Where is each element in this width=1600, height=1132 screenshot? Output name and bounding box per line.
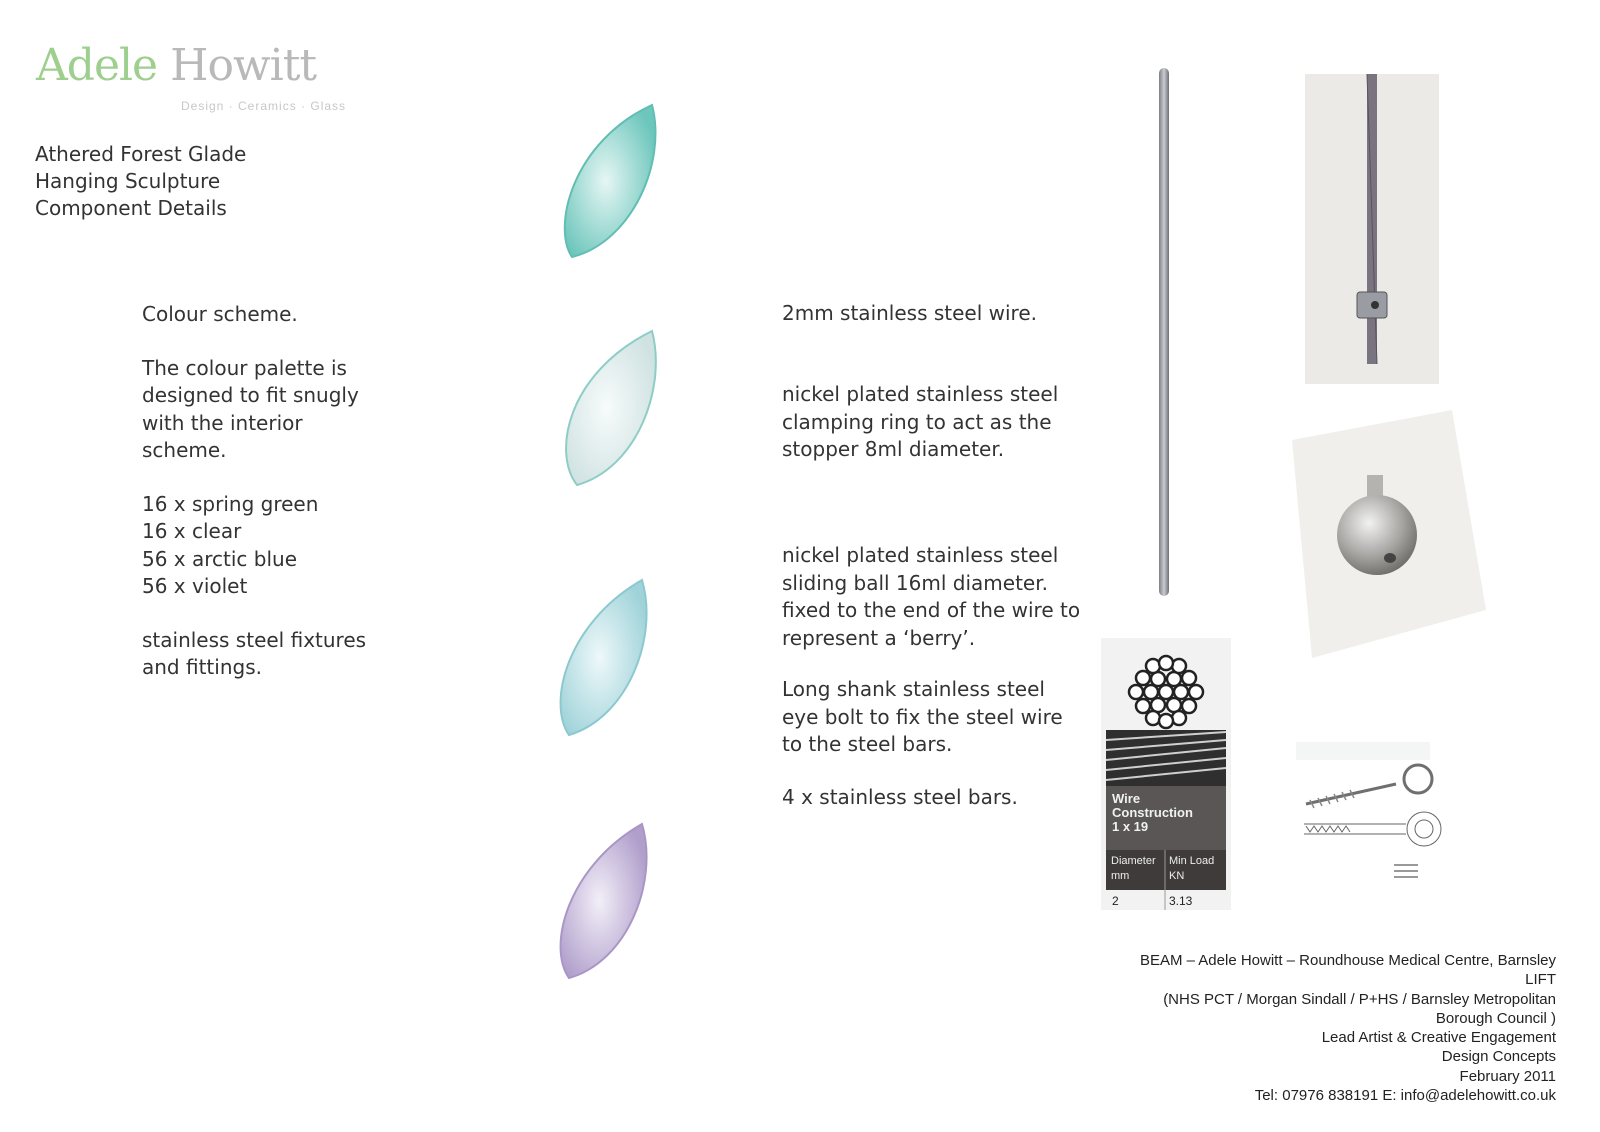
wire-construction-title: Wire Construction 1 x 19 (1112, 791, 1193, 834)
company-logo (36, 40, 317, 91)
title-line: Athered Forest Glade (35, 142, 247, 166)
diameter-value: 2 (1112, 894, 1119, 908)
list-item: 56 x violet (142, 574, 248, 598)
diameter-header: Diameter mm (1111, 855, 1156, 882)
ball-description: nickel plated stainless steel sliding ball 16ml diameter. fixed to the end of the wire to represent a ‘berry’. (782, 543, 1081, 650)
logo-first-name: Adele (36, 40, 158, 91)
title-line: Hanging Sculpture (35, 169, 221, 193)
arctic-blue-leaf-icon (547, 578, 667, 738)
clamping-ring-image (1305, 74, 1439, 384)
wire-construction-card (1101, 638, 1231, 910)
colour-scheme-heading: Colour scheme. (142, 302, 298, 326)
colour-counts-list (142, 491, 366, 601)
list-item: 56 x arctic blue (142, 546, 298, 571)
title-line: Component Details (35, 196, 227, 220)
logo-tagline: Design · Ceramics · Glass (181, 99, 347, 113)
steel-wire-image (1156, 68, 1172, 596)
spring-green-leaf-icon (552, 102, 672, 262)
min-load-value: 3.13 (1169, 894, 1193, 908)
fixtures-note: stainless steel fixtures and fittings. (142, 627, 367, 679)
violet-leaf-icon (547, 822, 667, 982)
footer-credits: BEAM – Adele Howitt – Roundhouse Medical Centre, Barnsley LIFT (NHS PCT / Morgan Sindall / P+HS / Barnsley Metropolitan Borough Council ) Lead Artist & Creative Engagement Design Concepts February 2011 Tel: 07976 838191 E: info@adelehowitt.co.uk (1086, 951, 1556, 1105)
eyebolt-description: Long shank stainless steel eye bolt to fix the steel wire to the steel bars. (782, 677, 1063, 756)
logo-last-name: Howitt (170, 40, 317, 91)
colour-palette-description: The colour palette is designed to fit snugly with the interior scheme. (142, 355, 359, 462)
page-title (35, 141, 246, 222)
wire-description: 2mm stainless steel wire. (782, 301, 1037, 325)
sliding-ball-image (1272, 410, 1486, 658)
clamp-description: nickel plated stainless steel clamping ring to act as the stopper 8ml diameter. (782, 382, 1059, 461)
min-load-header: Min Load KN (1169, 855, 1215, 882)
clear-leaf-icon (552, 328, 672, 488)
bars-description: 4 x stainless steel bars. (782, 785, 1018, 809)
list-item: 16 x clear (142, 519, 242, 543)
colour-scheme-section (142, 301, 366, 708)
eye-bolt-image (1296, 742, 1486, 892)
contact-info: Tel: 07976 838191 E: info@adelehowitt.co.uk (1254, 1087, 1556, 1105)
list-item: 16 x spring green (142, 491, 319, 516)
